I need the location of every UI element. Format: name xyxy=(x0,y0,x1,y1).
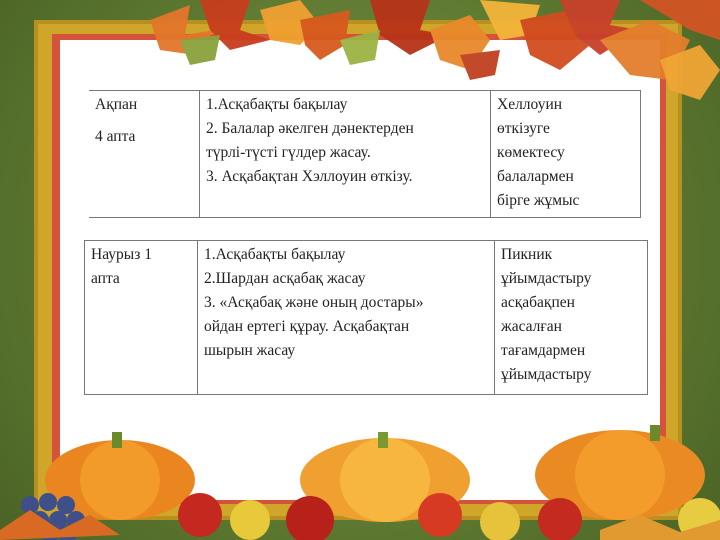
activity-line: 2.Шардан асқабақ жасау xyxy=(204,270,366,287)
parents-line: асқабақпен xyxy=(501,294,575,311)
activity-line: 3. «Асқабақ және оның достары» xyxy=(204,294,424,311)
parents-line: жасалған xyxy=(501,318,562,335)
plan-table-march xyxy=(84,240,648,395)
activity-line: 3. Асқабақтан Хэллоуин өткізу. xyxy=(206,168,413,185)
month-label: Ақпан xyxy=(95,96,138,113)
parents-cell xyxy=(495,241,648,395)
activities-cell xyxy=(198,241,495,395)
activity-line: түрлі-түсті гүлдер жасау. xyxy=(206,144,371,161)
week-label: 4 апта xyxy=(95,128,136,145)
parents-line: балалармен xyxy=(497,168,574,185)
parents-line: бірге жұмыс xyxy=(497,192,580,209)
week-cell xyxy=(85,241,198,395)
month-label: Наурыз 1 xyxy=(91,246,152,263)
activities-cell xyxy=(200,91,491,218)
parents-line: ұйымдастыру xyxy=(501,366,592,383)
parents-line: ұйымдастыру xyxy=(501,270,592,287)
parents-line: Хеллоуин xyxy=(497,96,563,113)
parents-line: Пикник xyxy=(501,246,553,263)
parents-line: тағамдармен xyxy=(501,342,586,359)
activity-line: ойдан ертегі құрау. Асқабақтан xyxy=(204,318,410,335)
activity-line: 2. Балалар әкелген дәнектерден xyxy=(206,120,414,137)
parents-line: көмектесу xyxy=(497,144,565,161)
plan-table-february xyxy=(89,90,641,218)
activity-line: 1.Асқабақты бақылау xyxy=(204,246,346,263)
activity-line: 1.Асқабақты бақылау xyxy=(206,96,348,113)
parents-cell xyxy=(491,91,641,218)
parents-line: өткізуге xyxy=(497,120,550,137)
table-row xyxy=(85,241,648,395)
table-row xyxy=(89,91,641,218)
activity-line: шырын жасау xyxy=(204,342,296,359)
week-cell xyxy=(89,91,200,218)
week-label: апта xyxy=(91,270,120,287)
